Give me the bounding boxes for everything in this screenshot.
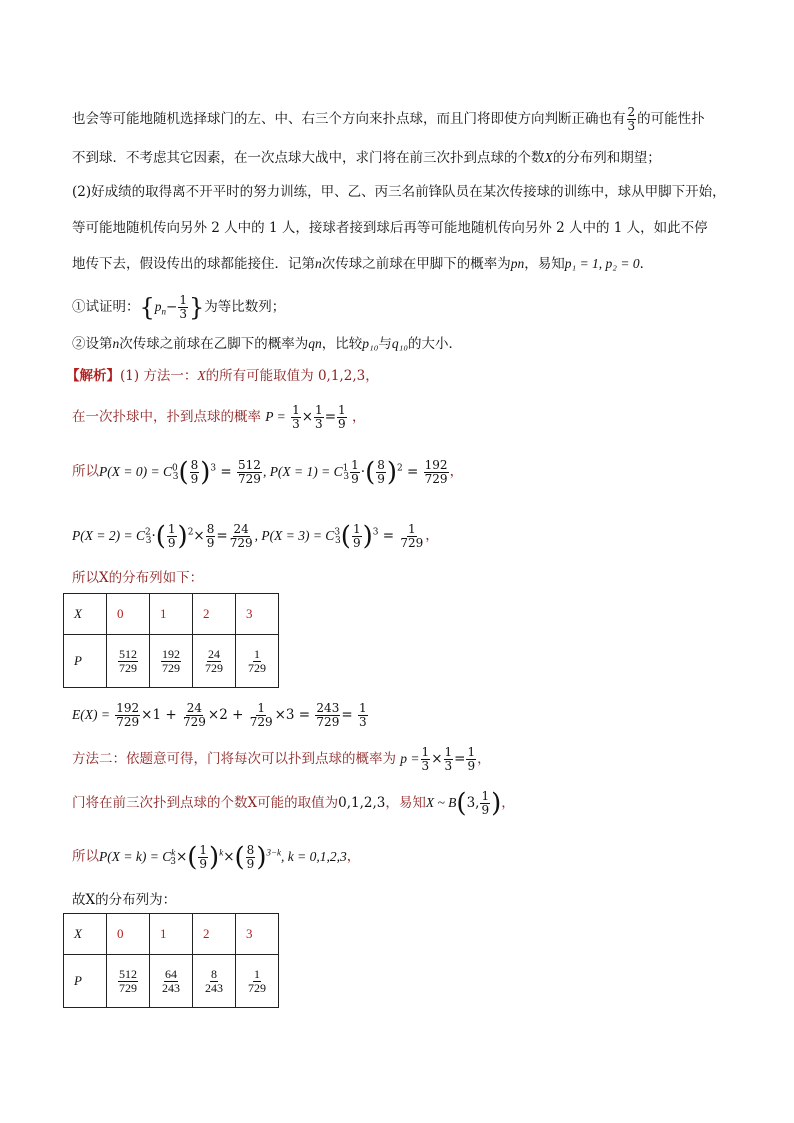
table-cell: 0 [107,594,150,635]
text: 不到球．不考虑其它因素，在一次点球大战中，求门将在前三次扑到点球的个数 [72,150,545,166]
numerator: 1 [358,701,367,715]
fraction [337,404,347,431]
dist1-title [72,568,203,588]
denominator: 729 [238,471,261,486]
var-x: X [197,368,206,383]
table-cell: 2 [193,914,236,955]
text: 方法二：依题意可得，门将每次可以扑到点球的概率为 [72,751,396,767]
var-qn: qn [308,336,322,351]
expectation-line [72,702,369,729]
table-cell [236,955,279,1008]
text: 等可能地随机传向另外 2 人中的 1 人，接球者接到球后再等可能地随机传向另外 2 人中的 1 人，如此不停 [72,220,708,236]
table-cell [193,955,236,1008]
table-row [64,635,279,688]
solution-tag: 【解析】 [66,368,120,384]
denominator: 729 [182,715,206,729]
text: 在一次扑球中，扑到点球的概率 [72,409,261,425]
table-cell [150,635,193,688]
denominator: 729 [205,660,223,675]
numerator: 1 [254,966,260,981]
numerator: 192 [116,701,140,715]
text: 门将在前三次扑到点球的个数X可能的取值为 [72,795,339,811]
var-n: n [112,336,120,351]
text: ×3 = [274,707,311,723]
text: ， [501,795,515,811]
denominator: 729 [119,980,137,995]
numerator: 243 [316,701,340,715]
times: × [175,848,188,865]
text: 所以 [72,848,99,865]
equals: = [341,707,353,723]
table-header-x: X [64,914,107,955]
text: 的可能性扑 [637,111,705,127]
text: ，易知 [524,256,565,272]
text: 的所有可能取值为 0,1,2,3， [205,368,379,384]
text: 地传下去，假设传出的球都能接住．记第 [72,256,315,272]
solution-line-2: 在一次扑球中，扑到点球的概率 P = $\frac{1}{3}$ × $\frac{1}{3}$ = $\frac{1}{9}$ ， [72,403,366,431]
text: ，易知 [385,795,426,811]
table-header-x: X [64,594,107,635]
numerator: 2 [627,105,636,119]
numerator: 1 [338,403,346,417]
text: ，比较 [321,336,363,352]
var-n: n [315,256,322,271]
method2-line-3: 所以$P(X = k) = C^k_3\times$( $\frac{1}{9}$ )$^k$×( $\frac{8}{9}$ )$^{3-k}$, k = 0,1,2,3， [72,842,361,872]
problem-line-5 [72,254,653,274]
text: ． [639,256,654,272]
solution-line-4 [72,522,439,551]
denominator: 729 [248,980,266,995]
numerator: 1 [254,646,260,661]
table-cell: 0 [107,914,150,955]
values: 0,1,2,3 [338,795,386,811]
distribution-table-2 [63,913,279,1008]
denominator: 9 [338,417,346,431]
text: ①试证明： [72,299,140,315]
param: 3, [466,795,480,811]
formula-px0-px1: $P(X = 0) = C^0_3$( $\frac{8}{9}$ )$^3$ = $\frac{512}{729}$ , $P(X = 1) = C^1_3$ $\frac{1}{9}$ ·( $\frac{8}{9}$ )$^2$ = $\frac{192}{729}$ [99,457,448,487]
distribution-table-1 [63,593,279,688]
equation: P = [265,409,286,424]
equation: , P(X = 3) = C [254,527,335,543]
method2-line-2: 门将在前三次扑到点球的个数X可能的取值为0,1,2,3，易知X ~ B(3, $\frac{1}{9}$ )， [72,788,515,819]
table-header-p: P [64,955,107,1008]
equation: P(X = 2) = C [72,527,145,543]
denominator: 729 [229,535,253,550]
equation: , k = 0,1,2,3 [281,848,347,864]
numerator: 24 [186,701,203,715]
denominator: 3 [292,417,300,431]
text: 所以X的分布列如下： [72,570,204,586]
var-x: X [544,150,553,165]
fraction [627,106,637,133]
text: (2)好成绩的取得离不开平时的努力训练，甲、乙、丙三名前锋队员在某次传接球的训练中，球从甲脚下开始， [72,184,726,200]
denominator: 3 [627,119,636,133]
numerator: 1 [179,293,187,307]
text: 次传球之前球在甲脚下的概率为 [321,256,511,272]
table-cell: 3 [236,914,279,955]
text: 也会等可能地随机选择球门的左、中、右三个方向来扑点球，而且门将即使方向判断正确也有 [72,111,626,127]
numerator: 1 [408,521,416,536]
formula-px2-px3: $P(X = 2) = C^2_3\cdot$( $\frac{1}{9}$ )$^2$× $\frac{8}{9}$ = $\frac{24}{729}$ , $P(X = 3) = C^3_3$( $\frac{1}{9}$ )$^3$ = $\frac{1}{729}$ [72,521,424,551]
denominator: 729 [162,660,180,675]
table-row [64,594,279,635]
table-cell: 3 [236,594,279,635]
minus: − [166,299,178,315]
text: ×2 + [207,707,244,723]
text: ， [477,751,491,767]
denominator: 729 [400,535,424,550]
text: 为等比数列； [204,299,286,315]
fraction [314,404,324,431]
text: ， [346,848,361,865]
table-row [64,914,279,955]
left-brace: { [139,293,155,322]
equation: P(X = k) = C [99,848,172,864]
var-pn: pn [510,256,525,271]
text: ， [351,409,366,425]
table-cell [150,955,193,1008]
equation: E(X) = [72,707,110,722]
text: ×1 + [141,707,177,723]
denominator: 243 [205,980,223,995]
text: (1) 方法一： [120,368,198,384]
table-header-p: P [64,635,107,688]
denominator: 729 [119,660,137,675]
solution-line-3 [72,458,463,487]
denominator: 729 [116,715,140,729]
text: 与 [378,336,392,352]
text: 次传球之前球在乙脚下的概率为 [119,336,309,352]
numerator: 64 [165,966,177,981]
equation: P(X = 0) = C [99,463,172,479]
table-cell: 1 [150,914,193,955]
numerator: 1 [257,701,265,715]
denominator: 729 [424,471,448,486]
text: 的大小． [408,336,463,352]
numerator: 192 [424,457,448,472]
denominator: 729 [248,660,266,675]
numerator: 1 [315,403,323,417]
numerator: 24 [208,646,220,661]
right-brace: } [188,293,205,322]
text: ， [449,463,464,480]
problem-line-3 [72,182,726,202]
numerator: 192 [162,646,180,661]
problem-line-6 [72,294,285,322]
table-cell [193,635,236,688]
var-p10: p₁₀ [362,336,379,351]
var-p: p [154,299,162,314]
denominator: 243 [162,980,180,995]
numerator: 512 [238,457,261,472]
text: 所以 [72,463,99,480]
table-cell: 2 [193,594,236,635]
denominator: 729 [249,715,273,729]
fraction [178,294,188,321]
text: ②设第 [72,336,113,352]
equation: p = [400,751,420,766]
text: ， [425,527,439,544]
numerator: 8 [211,966,217,981]
denominator: 729 [316,715,340,729]
denominator: 3 [358,715,367,729]
table-row [64,955,279,1008]
text: 故X的分布列为： [72,892,177,908]
table-cell: 1 [150,594,193,635]
solution-line-1 [66,366,379,386]
problem-line-1 [72,106,705,133]
table-cell [107,635,150,688]
equation: X ~ B [425,795,457,810]
method2-line-1: 方法二：依题意可得，门将每次可以扑到点球的概率为 p = $\frac{1}{3}$ × $\frac{1}{3}$ = $\frac{1}{9}$ ， [72,745,491,773]
times: × [223,848,235,865]
fraction [291,404,301,431]
subscript: n [161,306,167,317]
numerator: 512 [119,646,137,661]
numerator: 512 [119,966,137,981]
equation: , P(X = 1) = C [262,463,343,479]
denominator: 3 [315,417,323,431]
numerator: 24 [233,521,249,536]
var-q10: q₁₀ [391,336,409,351]
text: 的分布列和期望； [552,150,661,166]
table-cell [107,955,150,1008]
problem-line-7 [72,334,462,354]
problem-line-4 [72,218,708,238]
dist2-title [72,890,176,910]
problem-line-2 [72,148,661,168]
denominator: 3 [179,307,187,321]
equals: = [220,463,237,480]
table-cell [236,635,279,688]
numerator: 1 [292,403,300,417]
equation: p₁ = 1, p₂ = 0 [564,256,640,271]
